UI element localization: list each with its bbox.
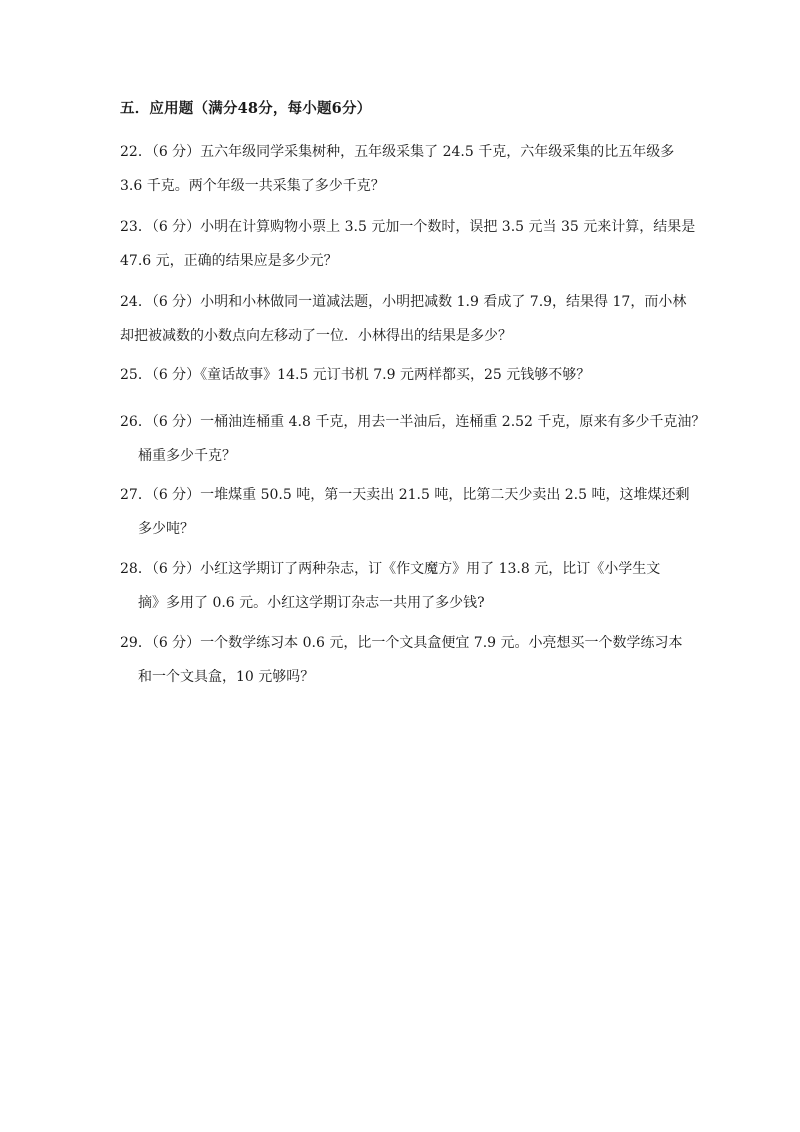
question-line: 26．（6 分）一桶油连桶重 4.8 千克，用去一半油后，连桶重 2.52 千克，原来有多少千克油？	[120, 414, 706, 430]
question-22	[120, 135, 700, 203]
question-line: 23．（6 分）小明在计算购物小票上 3.5 元加一个数时，误把 3.5 元当 35 元来计算，结果是	[120, 219, 696, 235]
question-line: 47.6 元，正确的结果应是多少元？	[120, 253, 338, 269]
question-26	[120, 405, 706, 473]
question-line: 摘》多用了 0.6 元。小红这学期订杂志一共用了多少钱?	[138, 595, 485, 611]
question-28	[120, 552, 700, 620]
question-line: 24．（6 分）小明和小林做同一道减法题，小明把减数 1.9 看成了 7.9，结果得 17，而小林	[120, 294, 687, 310]
question-25	[120, 358, 700, 392]
question-27	[120, 478, 700, 546]
question-line: 22．（6 分）五六年级同学采集树种，五年级采集了 24.5 千克，六年级采集的比五年级多	[120, 144, 675, 160]
question-line: 27．（6 分）一堆煤重 50.5 吨，第一天卖出 21.5 吨，比第二天少卖出 2.5 吨，这堆煤还剩	[120, 487, 690, 503]
question-line: 28．（6 分）小红这学期订了两种杂志，订《作文魔方》用了 13.8 元，比订《小学生文	[120, 561, 661, 577]
question-line: 多少吨？	[138, 521, 194, 537]
question-line: 却把被减数的小数点向左移动了一位．小林得出的结果是多少？	[120, 328, 512, 344]
question-23	[120, 210, 700, 278]
question-line: 桶重多少千克？	[138, 448, 236, 464]
question-24	[120, 285, 700, 353]
question-line: 25．（6 分）《童话故事》14.5 元订书机 7.9 元两样都买，25 元钱够不够？	[120, 367, 591, 383]
question-line: 29．（6 分）一个数学练习本 0.6 元，比一个文具盒便宜 7.9 元。小亮想买一个数学练习本	[120, 635, 683, 651]
section-heading: 五．应用题（满分48分，每小题6分）	[120, 100, 372, 117]
question-29	[120, 626, 700, 694]
question-line: 和一个文具盒，10 元够吗？	[138, 669, 315, 685]
question-line: 3.6 千克。两个年级一共采集了多少千克？	[120, 178, 385, 194]
